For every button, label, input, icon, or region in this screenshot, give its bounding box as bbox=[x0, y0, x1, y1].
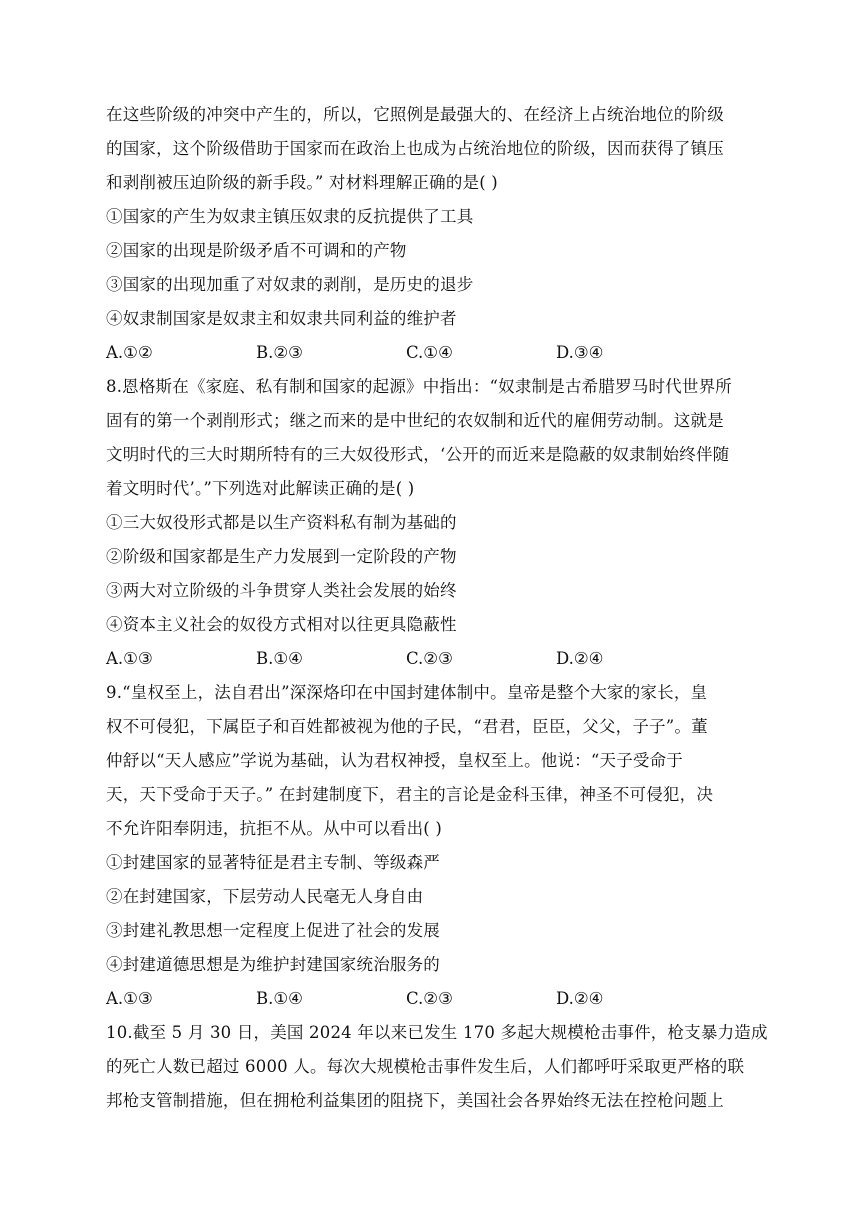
choice-a: A.①② bbox=[106, 343, 153, 362]
question-7-stem-line: 在这些阶级的冲突中产生的，所以，它照例是最强大的、在经济上占统治地位的阶级 bbox=[106, 105, 724, 124]
question-7-option: ③国家的出现加重了对奴隶的剥削，是历史的退步 bbox=[106, 275, 474, 294]
question-8-option: ③两大对立阶级的斗争贯穿人类社会发展的始终 bbox=[106, 581, 457, 600]
choice-d: D.③④ bbox=[556, 343, 604, 362]
question-9-stem-line: 天，天下受命于天子。” 在封建制度下，君主的言论是金科玉律，神圣不可侵犯，决 bbox=[106, 785, 714, 804]
question-9 bbox=[106, 676, 756, 1016]
question-10-stem-line: 10.截至 5 月 30 日，美国 2024 年以来已发生 170 多起大规模枪击事件，枪支暴力造成 bbox=[106, 1023, 768, 1042]
question-content bbox=[106, 98, 768, 1118]
choice-a: A.①③ bbox=[106, 649, 153, 668]
question-8-option: ④资本主义社会的奴役方式相对以往更具隐蔽性 bbox=[106, 615, 457, 634]
question-9-option: ①封建国家的显著特征是君主专制、等级森严 bbox=[106, 853, 440, 872]
question-10-stem-line: 邦枪支管制措施，但在拥枪利益集团的阻挠下，美国社会各界始终无法在控枪问题上 bbox=[106, 1091, 724, 1110]
choice-d: D.②④ bbox=[556, 649, 604, 668]
question-7 bbox=[106, 98, 756, 370]
choice-c: C.①④ bbox=[406, 343, 453, 362]
choice-b: B.①④ bbox=[256, 649, 303, 668]
question-8-stem-line: 文明时代的三大时期所特有的三大奴役形式，‘公开的而近来是隐蔽的奴隶制始终伴随 bbox=[106, 445, 730, 464]
question-7-stem-line: 和剥削被压迫阶级的新手段。” 对材料理解正确的是( ) bbox=[106, 173, 498, 192]
question-8-stem-line: 固有的第一个剥削形式；继之而来的是中世纪的农奴制和近代的雇佣劳动制。这就是 bbox=[106, 411, 724, 430]
question-10-stem-line: 的死亡人数已超过 6000 人。每次大规模枪击事件发生后，人们都呼吁采取更严格的联 bbox=[106, 1057, 745, 1076]
choice-b: B.②③ bbox=[256, 343, 303, 362]
question-9-option: ②在封建国家，下层劳动人民毫无人身自由 bbox=[106, 887, 424, 906]
question-8 bbox=[106, 370, 756, 676]
question-10 bbox=[106, 1016, 768, 1118]
question-8-option: ①三大奴役形式都是以生产资料私有制为基础的 bbox=[106, 513, 457, 532]
choice-b: B.①④ bbox=[256, 989, 303, 1008]
question-7-option: ②国家的出现是阶级矛盾不可调和的产物 bbox=[106, 241, 407, 260]
question-9-stem-line: 9.“皇权至上，法自君出”深深烙印在中国封建体制中。皇帝是整个大家的家长，皇 bbox=[106, 683, 708, 702]
question-8-stem-line: 8.恩格斯在《家庭、私有制和国家的起源》中指出：“奴隶制是古希腊罗马时代世界所 bbox=[106, 377, 732, 396]
question-8-stem-line: 着文明时代’。”下列选对此解读正确的是( ) bbox=[106, 479, 415, 498]
choice-c: C.②③ bbox=[406, 649, 453, 668]
choice-a: A.①③ bbox=[106, 989, 153, 1008]
question-9-choices bbox=[106, 982, 756, 1016]
choice-d: D.②④ bbox=[556, 989, 604, 1008]
question-8-choices bbox=[106, 642, 756, 676]
question-9-stem-line: 不允许阳奉阴违，抗拒不从。从中可以看出( ) bbox=[106, 819, 443, 838]
choice-c: C.②③ bbox=[406, 989, 453, 1008]
question-9-option: ③封建礼教思想一定程度上促进了社会的发展 bbox=[106, 921, 440, 940]
question-7-option: ④奴隶制国家是奴隶主和奴隶共同利益的维护者 bbox=[106, 309, 457, 328]
question-7-option: ①国家的产生为奴隶主镇压奴隶的反抗提供了工具 bbox=[106, 207, 474, 226]
question-7-stem-line: 的国家，这个阶级借助于国家而在政治上也成为占统治地位的阶级，因而获得了镇压 bbox=[106, 139, 724, 158]
question-9-stem-line: 权不可侵犯，下属臣子和百姓都被视为他的子民，“君君，臣臣，父父，子子”。董 bbox=[106, 717, 708, 736]
question-9-stem-line: 仲舒以“天人感应”学说为基础，认为君权神授，皇权至上。他说：“天子受命于 bbox=[106, 751, 684, 770]
question-8-option: ②阶级和国家都是生产力发展到一定阶段的产物 bbox=[106, 547, 457, 566]
question-9-option: ④封建道德思想是为维护封建国家统治服务的 bbox=[106, 955, 440, 974]
question-7-choices bbox=[106, 336, 756, 370]
